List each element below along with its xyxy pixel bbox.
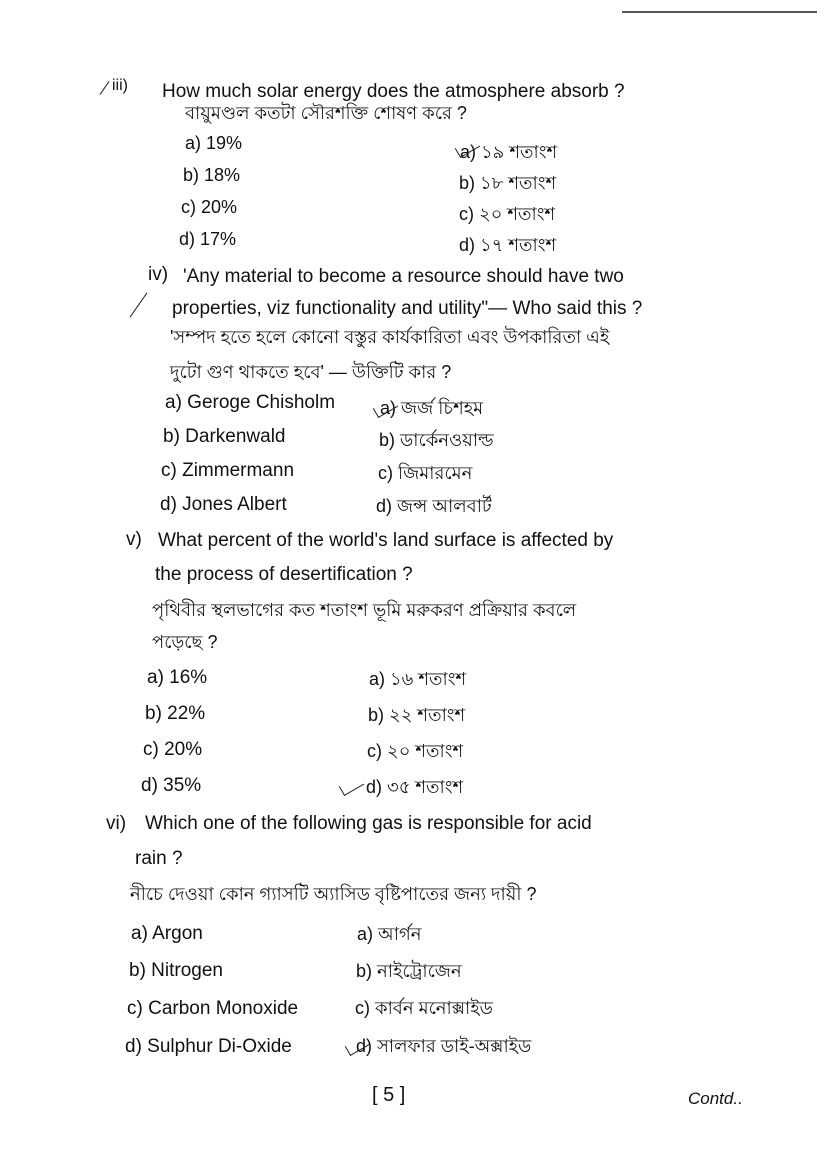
option-en: b) 18%	[183, 165, 241, 185]
option-bn: c) ২০ শতাংশ	[459, 204, 556, 224]
option-en: a) 16%	[147, 667, 208, 688]
option-en: b) Darkenwald	[163, 426, 286, 447]
option-en: d) Sulphur Di-Oxide	[125, 1036, 292, 1057]
option-en: c) Carbon Monoxide	[127, 998, 299, 1019]
question-text-en: What percent of the world's land surface is affected by	[158, 530, 614, 551]
option-bn: a) জর্জ চিশহম	[380, 398, 484, 418]
option-en: d) Jones Albert	[160, 494, 287, 515]
scan-edge-line	[622, 11, 817, 13]
option-en: b) Nitrogen	[129, 960, 223, 981]
option-bn: d) ১৭ শতাংশ	[459, 235, 557, 255]
question-text-bn: পৃথিবীর স্থলভাগের কত শতাংশ ভূমি মরুকরণ প্রক্রিয়ার কবলে	[152, 600, 577, 620]
option-bn: b) ২২ শতাংশ	[368, 705, 466, 725]
option-en: a) Argon	[131, 923, 203, 944]
continued-label: Contd..	[688, 1089, 743, 1108]
option-en: a) 19%	[185, 133, 243, 153]
question-text-en: 'Any material to become a resource should have two	[183, 266, 624, 287]
page-number: [ 5 ]	[372, 1084, 406, 1106]
question-text-en: rain ?	[135, 848, 183, 869]
option-bn: d) সালফার ডাই-অক্সাইড	[356, 1036, 532, 1056]
question-text-en: properties, viz functionality and utility"— Who said this ?	[172, 298, 643, 319]
option-bn: c) ২০ শতাংশ	[367, 741, 464, 761]
option-en: d) 35%	[141, 775, 202, 796]
answer-tick-icon	[339, 775, 364, 796]
option-bn: a) ১৯ শতাংশ	[460, 142, 558, 162]
question-text-bn: 'সম্পদ হতে হলে কোনো বস্তুর কার্যকারিতা এবং উপকারিতা এই	[170, 327, 610, 347]
option-bn: a) আর্গন	[357, 924, 422, 944]
option-en: b) 22%	[145, 703, 206, 724]
question-number: iv)	[148, 264, 169, 285]
option-bn: d) জন্স আলবার্ট	[376, 496, 492, 516]
option-bn: d) ৩৫ শতাংশ	[366, 777, 464, 797]
option-bn: a) ১৬ শতাংশ	[369, 669, 467, 689]
option-en: a) Geroge Chisholm	[165, 392, 336, 413]
option-en: c) 20%	[143, 739, 203, 760]
option-bn: b) ১৮ শতাংশ	[459, 173, 557, 193]
question-text-bn: বায়ুমণ্ডল কতটা সৌরশক্তি শোষণ করে ?	[185, 103, 467, 123]
option-en: c) Zimmermann	[161, 460, 295, 481]
option-en: c) 20%	[181, 197, 238, 217]
question-text-en: How much solar energy does the atmosphere absorb ?	[162, 81, 625, 102]
question-number: iii)	[112, 77, 128, 94]
option-bn: c) জিমারমেন	[378, 463, 473, 483]
option-en: d) 17%	[179, 229, 237, 249]
option-bn: b) ডার্কেনওয়াল্ড	[379, 430, 494, 450]
question-number: vi)	[106, 813, 127, 834]
option-bn: c) কার্বন মনোক্সাইড	[355, 998, 493, 1018]
check-mark-icon	[100, 81, 110, 95]
question-text-bn: পড়েছে ?	[152, 632, 218, 652]
option-bn: b) নাইট্রোজেন	[356, 961, 462, 981]
question-text-en: the process of desertification ?	[155, 564, 413, 585]
question-text-bn: দুটো গুণ থাকতে হবে' — উক্তিটি কার ?	[170, 362, 452, 382]
check-mark-icon	[129, 292, 147, 317]
question-text-bn: নীচে দেওয়া কোন গ্যাসটি অ্যাসিড বৃষ্টিপাতের জন্য দায়ী ?	[130, 884, 537, 904]
question-text-en: Which one of the following gas is responsible for acid	[145, 813, 592, 834]
question-number: v)	[126, 529, 142, 550]
